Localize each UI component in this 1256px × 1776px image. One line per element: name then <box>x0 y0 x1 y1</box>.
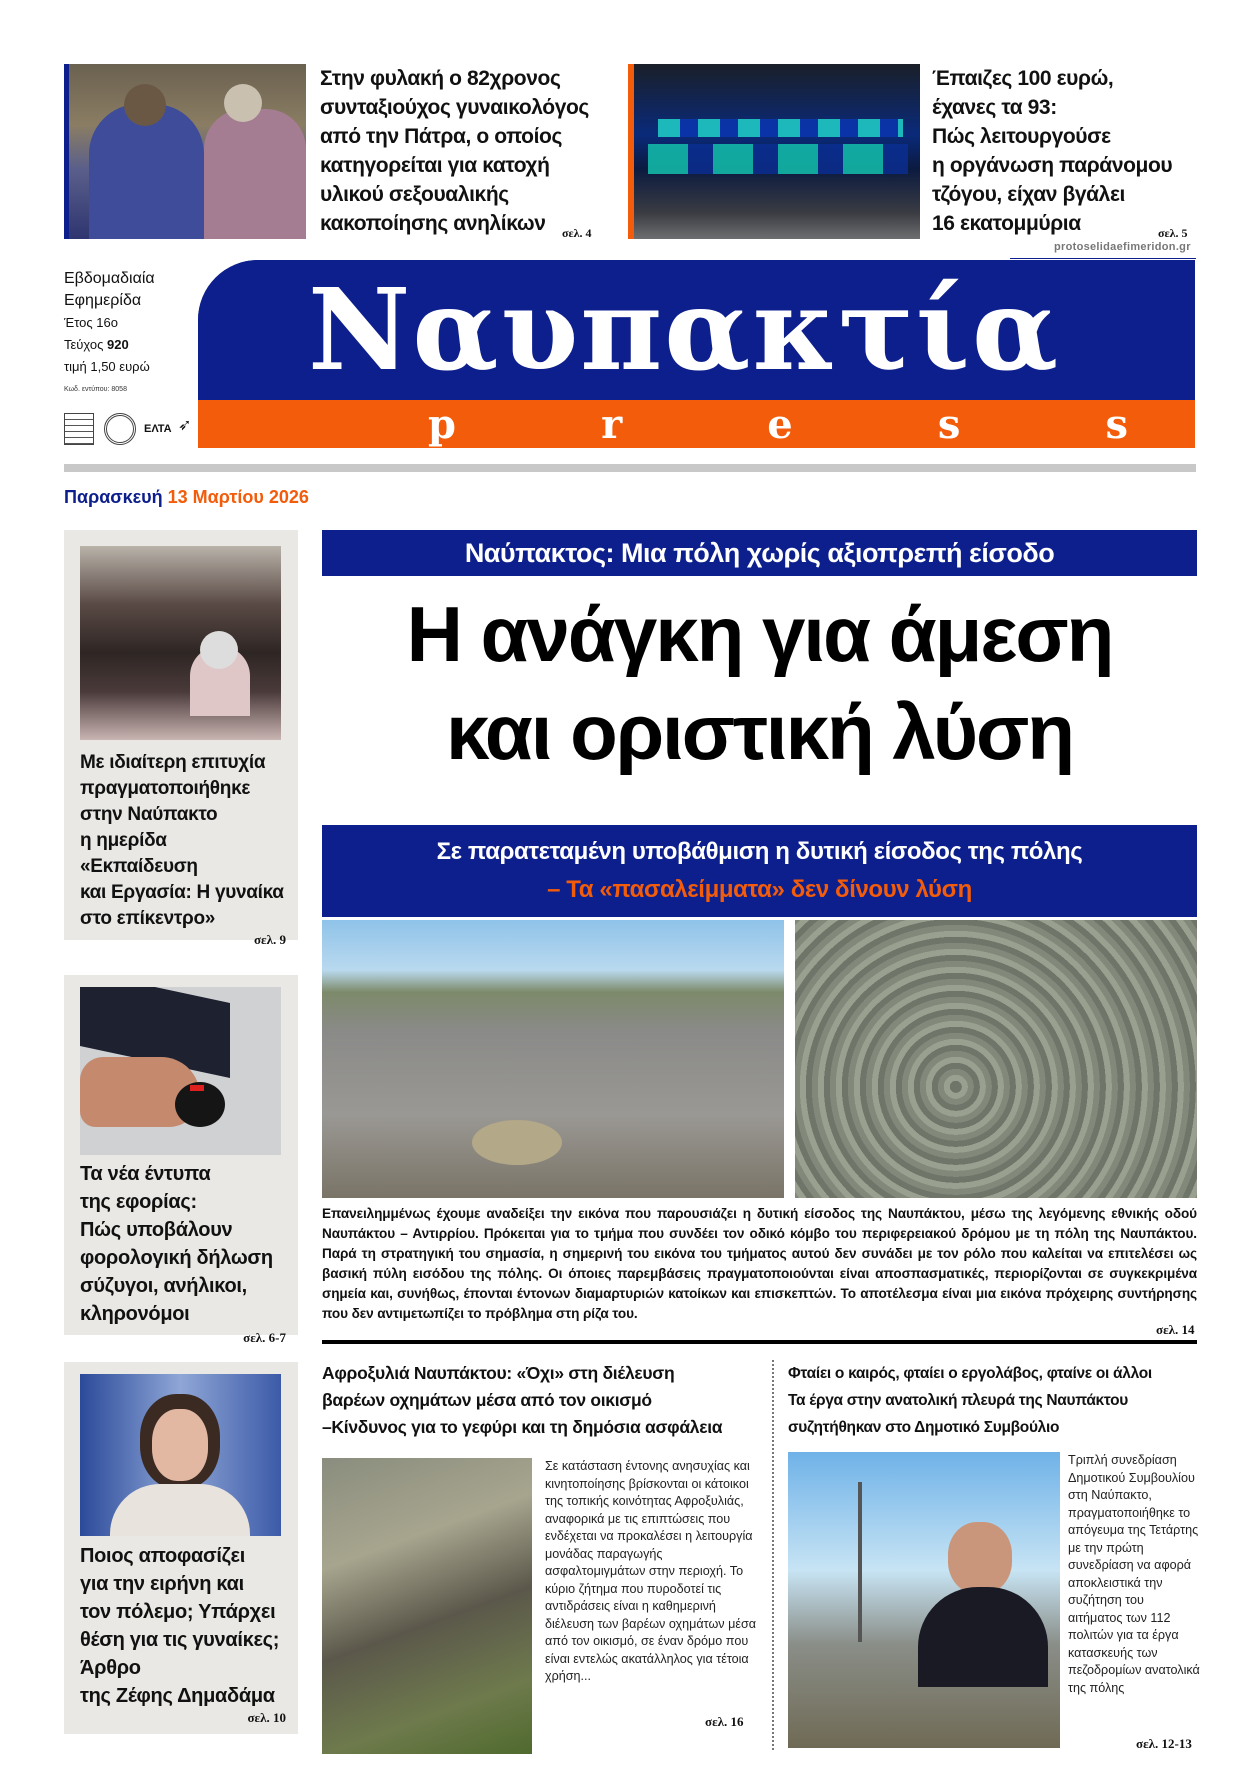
bird-icon: ➶ <box>178 417 192 434</box>
masthead[interactable] <box>198 260 1195 448</box>
seal-icon <box>104 413 136 445</box>
main-photo-potholes[interactable] <box>795 920 1197 1198</box>
teaser-title-1[interactable]: Στην φυλακή ο 82χρονος συνταξιούχος γυναικολόγος από την Πάτρα, ο οποίος κατηγορείται για κατοχή υλικού σεξουαλικής κακοποίησης ανηλίκων <box>320 67 589 235</box>
page-ref: σελ. 9 <box>253 932 286 947</box>
sidebar-title: Με ιδιαίτερη επιτυχία πραγματοποιήθηκε στην Ναύπακτο η ημερίδα «Εκπαίδευση και Εργασία: Η γυναίκα στο επίκεντρο» <box>80 752 284 929</box>
main-subhead: Σε παρατεταμένη υποβάθμιση η δυτική είσοδος της πόλης – Τα «πασαλείμματα» δεν δίνουν λύση <box>322 825 1197 917</box>
watermark: protoselidaefimeridon.gr <box>1054 241 1191 253</box>
pub-type: Εβδομαδιαία <box>64 270 155 287</box>
divider <box>64 464 1196 472</box>
divider <box>1010 258 1196 259</box>
pub-price: τιμή 1,50 ευρώ <box>64 359 150 374</box>
sidebar-title: Ποιος αποφασίζει για την ειρήνη και τον πόλεμο; Υπάρχει θέση για τις γυναίκες; Άρθρο της Ζέφης Δημαδάμα <box>80 1545 280 1707</box>
sidebar-title: Τα νέα έντυπα της εφορίας: Πώς υποβάλουν φορολογική δήλωση σύζυγοι, ανήλικοι, κληρονόμοι <box>80 1163 273 1325</box>
page-ref: σελ. 14 <box>1156 1322 1195 1337</box>
sidebar-photo-speaker <box>80 1374 281 1536</box>
elta-logo-icon: ΕΛΤΑ <box>144 423 172 435</box>
pub-year: Έτος 16ο <box>64 315 118 330</box>
teaser-photo-elderly-men[interactable] <box>64 64 306 239</box>
page-ref: σελ. 6-7 <box>243 1330 286 1345</box>
main-kicker[interactable]: Ναύπακτος: Μια πόλη χωρίς αξιοπρεπή είσοδο <box>322 530 1197 576</box>
main-story-body: Επανειλημμένως έχουμε αναδείξει την εικόνα που παρουσιάζει η δυτική είσοδος της Ναυπάκτου, μέσω της λεγόμενης εθνικής οδού Ναυπάκτου – Αντιρρίου. Πρόκειται για το τμήμα που συνδέει τον οδικό κόμβο του περιφερειακού δρόμου με τη πόλη της Ναυπάκτου. Παρά τη στρατηγική του σημασία, η σημερινή του εικόνα του τμήματος αυτού δεν συνάδει με τον ρόλο που καλείται να επιτελέσει ως βασική πύλη εισόδου της πόλης. Οι όποιες παρεμβάσεις πραγματοποιούνται είναι αποσπασματικές, περιορίζονται σε συγκεκριμένα σημεία και, συνήθως, έπονται έντονων διαμαρτυριών κατοίκων και επισκεπτών. Το αποτέλεσμα είναι μια εικόνα πρόχειρης συντήρησης που δεν αντιμετωπίζει το πρόβλημα στη ρίζα του. <box>322 1206 1197 1321</box>
bottom-right-body: Τριπλή συνεδρίαση Δημοτικού Συμβουλίου στη Ναύπακτο, πραγματοποιήθηκε το απόγευμα της Τετάρτης με την πρώτη συνεδρίαση να αφορά αποκλειστικά την συζήτηση του αιτήματος των 112 πολιτών για τα έργα κατασκευής των πεζοδρομίων ανατολικά της πόλης <box>1068 1453 1200 1695</box>
page-ref: σελ. 10 <box>247 1710 286 1725</box>
issue-date: Παρασκευή 13 Μαρτίου 2026 <box>64 487 309 507</box>
sidebar-story-3[interactable] <box>64 1362 298 1734</box>
main-headline[interactable]: Η ανάγκη για άμεση και οριστική λύση <box>406 590 1113 776</box>
page-ref: σελ. 12-13 <box>1136 1736 1192 1751</box>
bottom-right-photo-council[interactable] <box>788 1452 1060 1748</box>
publication-info <box>64 268 155 396</box>
masthead-title: Ναυπακτία <box>308 265 1061 396</box>
divider <box>322 1340 1197 1344</box>
print-code: Κωδ. εντύπου: 8058 <box>64 386 127 393</box>
sidebar-story-1[interactable] <box>64 530 298 947</box>
page-ref: σελ. 4 <box>562 226 592 240</box>
sidebar-photo-conference <box>80 546 281 740</box>
pub-issue: Τεύχος 920 <box>64 337 129 352</box>
sidebar-story-2[interactable] <box>64 975 298 1345</box>
page-ref: σελ. 16 <box>705 1714 744 1729</box>
bottom-left-body: Σε κατάσταση έντονης ανησυχίας και κινητοποίησης βρίσκονται οι κάτοικοι της τοπικής κοινότητας Αφροξυλιάς, αναφορικά με τις επιπτώσεις που ενδέχεται να προκαλέσει η λειτουργία μονάδας παραγωγής ασφαλτομιγμάτων στην περιοχή. Το κύριο ζήτημα που πυροδοτεί τις αντιδράσεις είναι η καθημερινή διέλευση των βαρέων οχημάτων μέσα από τον οικισμό, σε έναν δρόμο που είναι εντελώς ακατάλληλος για τέτοια χρήση... <box>545 1459 757 1683</box>
bottom-left-photo-bridge[interactable] <box>322 1458 532 1754</box>
sidebar-photo-keyboard <box>80 987 281 1155</box>
page-ref: σελ. 5 <box>1158 226 1188 240</box>
bottom-left-title[interactable]: Αφροξυλιά Ναυπάκτου: «Όχι» στη διέλευση βαρέων οχημάτων μέσα από τον οικισμό –Κίνδυνος για το γεφύρι και τη δημόσια ασφάλεια <box>322 1363 723 1437</box>
postage-paid-stamp-icon <box>64 413 94 445</box>
postal-stamps <box>64 413 194 447</box>
main-photo-road-entrance[interactable] <box>322 920 784 1198</box>
bottom-right-title[interactable]: Φταίει ο καιρός, φταίει ο εργολάβος, φταίνε οι άλλοι Τα έργα στην ανατολική πλευρά της Ναυπάκτου συζητήθηκαν στο Δημοτικό Συμβούλιο <box>788 1365 1152 1436</box>
teaser-photo-gambling-hall[interactable] <box>628 64 920 239</box>
divider <box>772 1360 774 1750</box>
masthead-subtitle: p r e s s <box>428 401 1128 448</box>
pub-type: Εφημερίδα <box>64 292 142 309</box>
teaser-title-2[interactable]: Έπαιζες 100 ευρώ, έχανες τα 93: Πώς λειτουργούσε η οργάνωση παράνομου τζόγου, είχαν βγάλει 16 εκατομμύρια <box>932 67 1173 235</box>
